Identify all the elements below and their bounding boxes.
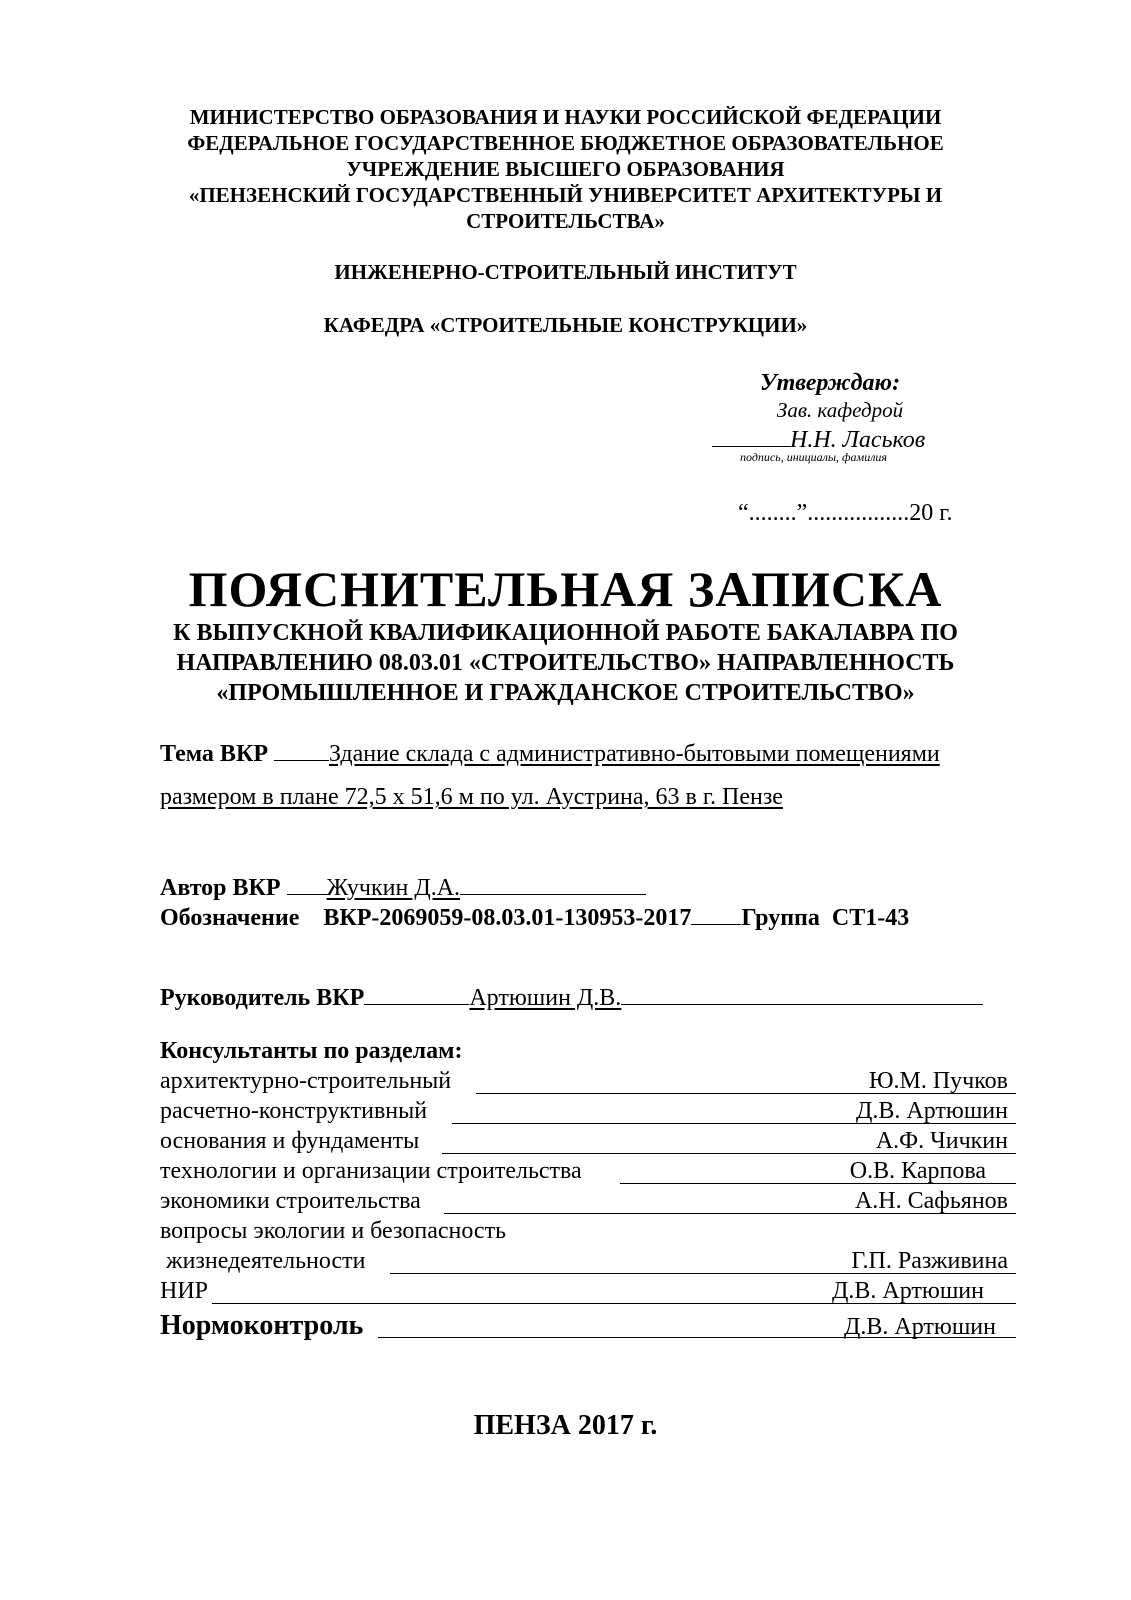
group-value: СТ1-43	[831, 905, 910, 931]
designation-value: ВКР-2069059-08.03.01-130953-2017	[323, 905, 692, 931]
consultant-section: экономики строительства	[160, 1188, 421, 1214]
consultant-name: Ю.М. Пучков	[868, 1068, 1008, 1094]
supervisor-blank-right	[621, 980, 983, 1005]
institute-name: ИНЖЕНЕРНО-СТРОИТЕЛЬНЫЙ ИНСТИТУТ	[334, 260, 797, 284]
consultant-section: основания и фундаменты	[160, 1128, 420, 1154]
header-line-1: МИНИСТЕРСТВО ОБРАЗОВАНИЯ И НАУКИ РОССИЙСКОЙ ФЕДЕРАЦИИ	[189, 105, 942, 129]
consultant-name: Д.В. Артюшин	[832, 1278, 984, 1304]
consultant-name: А.Н. Сафьянов	[854, 1188, 1008, 1214]
header-line-5: СТРОИТЕЛЬСТВА»	[466, 209, 665, 233]
normcontrol-label: Нормоконтроль	[160, 1310, 364, 1341]
theme-row-1	[160, 736, 940, 768]
consultant-row	[160, 1278, 1016, 1308]
approval-date: “........”.................20 г.	[738, 500, 953, 526]
theme-value-1: Здание склада с административно-бытовыми помещениями	[329, 741, 940, 767]
author-blank-right	[460, 870, 646, 895]
theme-row-2	[160, 784, 783, 811]
city-year: ПЕНЗА 2017 г.	[473, 1410, 658, 1441]
theme-label: Тема ВКР	[160, 741, 268, 767]
supervisor-label: Руководитель ВКР	[160, 985, 365, 1011]
consultant-name: Д.В. Артюшин	[856, 1098, 1008, 1124]
group-label: Группа	[741, 905, 820, 931]
consultant-row	[160, 1188, 1016, 1218]
author-label: Автор ВКР	[160, 875, 281, 901]
designation-label: Обозначение	[160, 905, 300, 931]
signature-blank	[712, 424, 790, 447]
consultant-row	[160, 1098, 1016, 1128]
ministry-header	[0, 104, 1131, 234]
consultant-row	[160, 1218, 1016, 1248]
consultants-heading: Консультанты по разделам:	[160, 1038, 463, 1064]
subtitle-line-1: К ВЫПУСКНОЙ КВАЛИФИКАЦИОННОЙ РАБОТЕ БАКАЛАВРА ПО	[173, 620, 958, 646]
consultant-section: НИР	[160, 1278, 209, 1304]
consultant-row	[160, 1158, 1016, 1188]
designation-row	[160, 900, 909, 932]
supervisor-row	[160, 980, 983, 1012]
approval-title: Утверждаю:	[759, 370, 901, 396]
author-value: Жучкин Д.А.	[326, 875, 461, 901]
document-title: ПОЯСНИТЕЛЬНАЯ ЗАПИСКА	[188, 561, 943, 617]
header-line-4: «ПЕНЗЕНСКИЙ ГОСУДАРСТВЕННЫЙ УНИВЕРСИТЕТ АРХИТЕКТУРЫ И	[188, 183, 943, 207]
consultant-section: технологии и организации строительства	[160, 1158, 582, 1184]
theme-value-2: размером в плане 72,5 х 51,6 м по ул. Аустрина, 63 в г. Пензе	[160, 784, 783, 810]
consultant-section: расчетно-конструктивный	[160, 1098, 428, 1124]
consultant-name: Г.П. Разживина	[851, 1248, 1008, 1274]
consultant-section: вопросы экологии и безопасность	[160, 1218, 507, 1244]
consultant-row	[160, 1068, 1016, 1098]
approval-role: Зав. кафедрой	[776, 398, 904, 422]
author-blank-left	[287, 870, 327, 895]
supervisor-value: Артюшин Д.В.	[469, 985, 622, 1011]
designation-blank	[691, 900, 741, 925]
supervisor-blank-left	[364, 980, 469, 1005]
document-subtitle	[0, 618, 1131, 708]
consultant-row	[160, 1128, 1016, 1158]
normcontrol-row	[160, 1310, 1016, 1346]
consultant-name: А.Ф. Чичкин	[875, 1128, 1008, 1154]
department-name: КАФЕДРА «СТРОИТЕЛЬНЫЕ КОНСТРУКЦИИ»	[323, 313, 808, 337]
consultant-name: О.В. Карпова	[849, 1158, 986, 1184]
theme-blank	[274, 736, 329, 761]
consultant-section: жизнедеятельности	[160, 1248, 366, 1274]
normcontrol-name: Д.В. Артюшин	[844, 1314, 996, 1340]
consultant-section: архитектурно-строительный	[160, 1068, 452, 1094]
approval-name: Н.Н. Ласьков	[790, 427, 926, 453]
subtitle-line-3: «ПРОМЫШЛЕННОЕ И ГРАЖДАНСКОЕ СТРОИТЕЛЬСТВО»	[216, 680, 915, 706]
header-line-3: УЧРЕЖДЕНИЕ ВЫСШЕГО ОБРАЗОВАНИЯ	[346, 157, 785, 181]
header-line-2: ФЕДЕРАЛЬНОЕ ГОСУДАРСТВЕННОЕ БЮДЖЕТНОЕ ОБРАЗОВАТЕЛЬНОЕ	[187, 131, 944, 155]
consultant-row	[160, 1248, 1016, 1278]
author-row	[160, 870, 646, 902]
approval-hint: подпись, инициалы, фамилия	[740, 450, 887, 464]
subtitle-line-2: НАПРАВЛЕНИЮ 08.03.01 «СТРОИТЕЛЬСТВО» НАПРАВЛЕННОСТЬ	[176, 650, 955, 676]
